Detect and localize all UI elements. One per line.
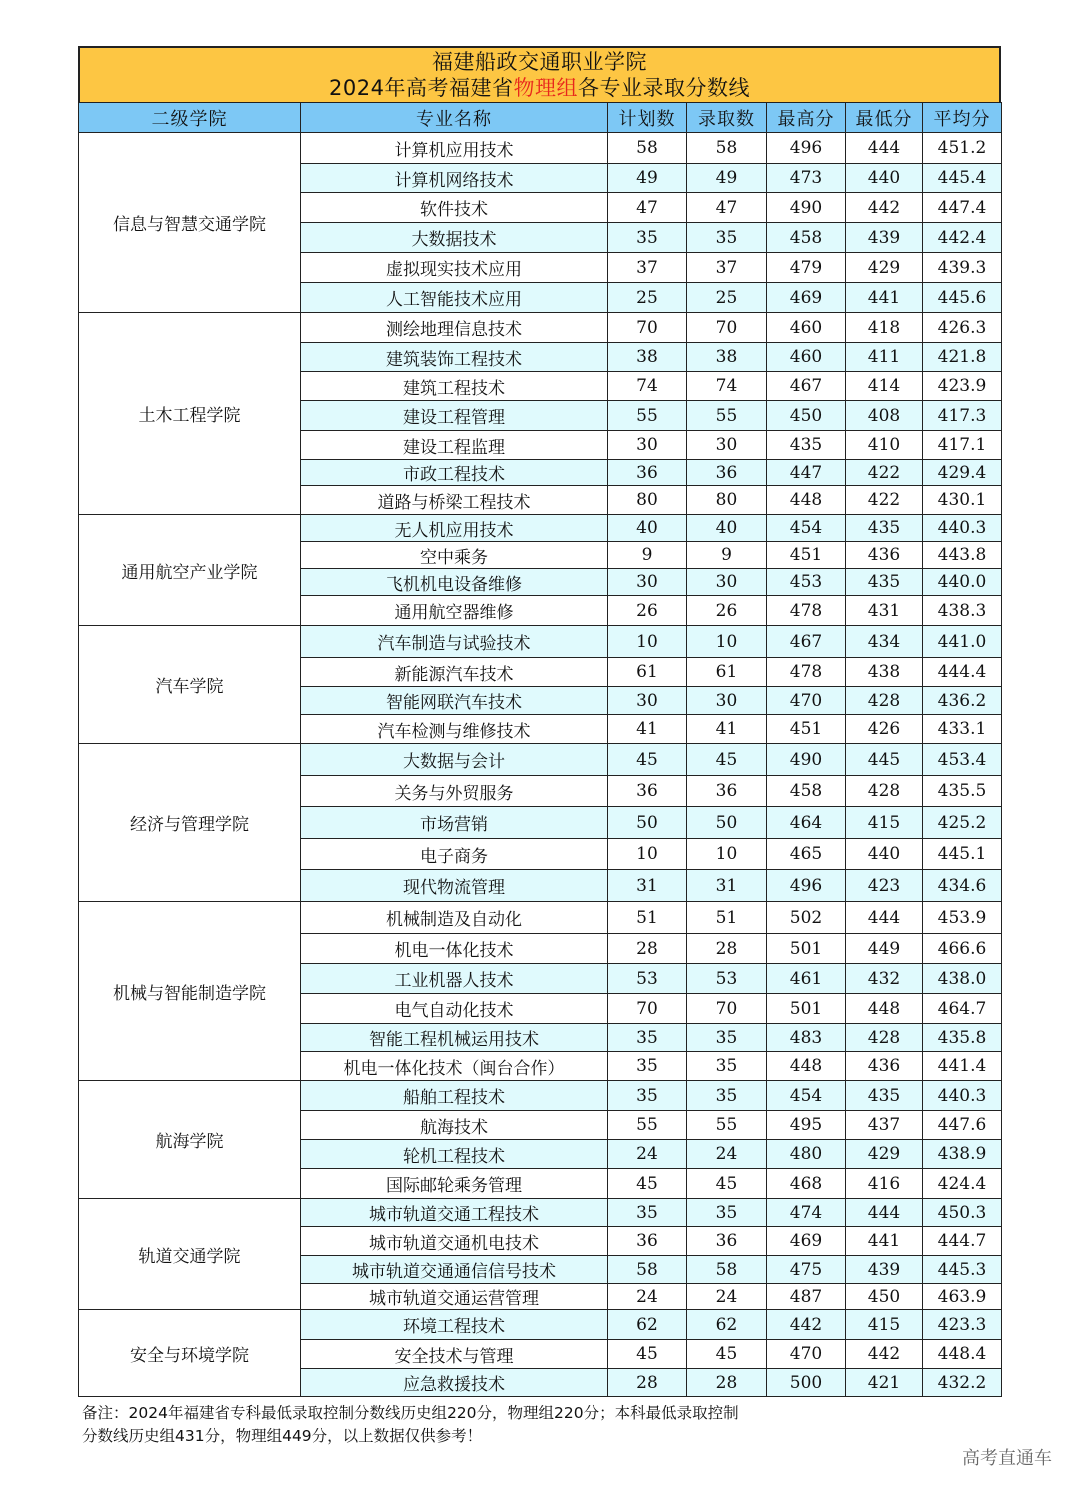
col-header-plan: 计划数 bbox=[608, 103, 687, 133]
admitted-cell: 58 bbox=[687, 133, 767, 164]
min-score-cell: 442 bbox=[846, 193, 923, 223]
avg-score-cell: 441.0 bbox=[923, 626, 1002, 658]
min-score-cell: 410 bbox=[846, 431, 923, 460]
admitted-cell: 47 bbox=[687, 193, 767, 223]
min-score-cell: 442 bbox=[846, 1340, 923, 1369]
major-cell: 建设工程管理 bbox=[301, 401, 608, 431]
avg-score-cell: 434.6 bbox=[923, 870, 1002, 902]
min-score-cell: 431 bbox=[846, 596, 923, 626]
avg-score-cell: 445.6 bbox=[923, 283, 1002, 313]
major-cell: 电子商务 bbox=[301, 839, 608, 870]
max-score-cell: 451 bbox=[767, 542, 846, 569]
admitted-cell: 28 bbox=[687, 1369, 767, 1397]
admitted-cell: 30 bbox=[687, 687, 767, 715]
max-score-cell: 453 bbox=[767, 569, 846, 596]
min-score-cell: 423 bbox=[846, 870, 923, 902]
institute-cell: 汽车学院 bbox=[79, 626, 301, 744]
min-score-cell: 445 bbox=[846, 744, 923, 776]
min-score-cell: 441 bbox=[846, 1227, 923, 1256]
plan-cell: 35 bbox=[608, 223, 687, 253]
major-cell: 航海技术 bbox=[301, 1111, 608, 1140]
plan-cell: 74 bbox=[608, 372, 687, 401]
avg-score-cell: 443.8 bbox=[923, 542, 1002, 569]
max-score-cell: 454 bbox=[767, 1081, 846, 1111]
min-score-cell: 435 bbox=[846, 515, 923, 542]
avg-score-cell: 433.1 bbox=[923, 715, 1002, 744]
max-score-cell: 447 bbox=[767, 460, 846, 486]
admitted-cell: 50 bbox=[687, 807, 767, 839]
footnote bbox=[82, 1402, 1002, 1448]
min-score-cell: 444 bbox=[846, 1199, 923, 1227]
min-score-cell: 448 bbox=[846, 994, 923, 1024]
max-score-cell: 469 bbox=[767, 283, 846, 313]
max-score-cell: 468 bbox=[767, 1169, 846, 1199]
major-cell: 电气自动化技术 bbox=[301, 994, 608, 1024]
max-score-cell: 501 bbox=[767, 994, 846, 1024]
avg-score-cell: 445.4 bbox=[923, 164, 1002, 193]
plan-cell: 55 bbox=[608, 1111, 687, 1140]
max-score-cell: 458 bbox=[767, 223, 846, 253]
plan-cell: 26 bbox=[608, 596, 687, 626]
plan-cell: 58 bbox=[608, 133, 687, 164]
institute-cell: 航海学院 bbox=[79, 1081, 301, 1199]
max-score-cell: 454 bbox=[767, 515, 846, 542]
avg-score-cell: 447.4 bbox=[923, 193, 1002, 223]
admitted-cell: 30 bbox=[687, 569, 767, 596]
min-score-cell: 438 bbox=[846, 658, 923, 687]
title-band bbox=[78, 46, 1001, 102]
max-score-cell: 467 bbox=[767, 626, 846, 658]
major-cell: 机电一体化技术 bbox=[301, 934, 608, 964]
plan-cell: 25 bbox=[608, 283, 687, 313]
plan-cell: 36 bbox=[608, 1227, 687, 1256]
avg-score-cell: 466.6 bbox=[923, 934, 1002, 964]
plan-cell: 55 bbox=[608, 401, 687, 431]
institute-cell: 信息与智慧交通学院 bbox=[79, 133, 301, 313]
major-cell: 建设工程监理 bbox=[301, 431, 608, 460]
min-score-cell: 415 bbox=[846, 807, 923, 839]
major-cell: 现代物流管理 bbox=[301, 870, 608, 902]
admitted-cell: 36 bbox=[687, 1227, 767, 1256]
major-cell: 智能网联汽车技术 bbox=[301, 687, 608, 715]
admitted-cell: 30 bbox=[687, 431, 767, 460]
max-score-cell: 487 bbox=[767, 1284, 846, 1310]
min-score-cell: 416 bbox=[846, 1169, 923, 1199]
major-cell: 轮机工程技术 bbox=[301, 1140, 608, 1169]
major-cell: 市政工程技术 bbox=[301, 460, 608, 486]
major-cell: 通用航空器维修 bbox=[301, 596, 608, 626]
min-score-cell: 414 bbox=[846, 372, 923, 401]
avg-score-cell: 423.3 bbox=[923, 1310, 1002, 1340]
min-score-cell: 429 bbox=[846, 1140, 923, 1169]
admitted-cell: 28 bbox=[687, 934, 767, 964]
min-score-cell: 439 bbox=[846, 223, 923, 253]
plan-cell: 30 bbox=[608, 569, 687, 596]
avg-score-cell: 444.7 bbox=[923, 1227, 1002, 1256]
admitted-cell: 35 bbox=[687, 1199, 767, 1227]
major-cell: 城市轨道交通运营管理 bbox=[301, 1284, 608, 1310]
admitted-cell: 26 bbox=[687, 596, 767, 626]
institute-cell: 土木工程学院 bbox=[79, 313, 301, 515]
min-score-cell: 439 bbox=[846, 1256, 923, 1284]
avg-score-cell: 440.3 bbox=[923, 515, 1002, 542]
admitted-cell: 35 bbox=[687, 1052, 767, 1081]
admitted-cell: 80 bbox=[687, 486, 767, 515]
admitted-cell: 38 bbox=[687, 343, 767, 372]
major-cell: 船舶工程技术 bbox=[301, 1081, 608, 1111]
plan-cell: 53 bbox=[608, 964, 687, 994]
avg-score-cell: 439.3 bbox=[923, 253, 1002, 283]
avg-score-cell: 463.9 bbox=[923, 1284, 1002, 1310]
title-prefix: 2024年高考福建省 bbox=[329, 76, 514, 100]
institute-cell: 机械与智能制造学院 bbox=[79, 902, 301, 1081]
avg-score-cell: 450.3 bbox=[923, 1199, 1002, 1227]
plan-cell: 51 bbox=[608, 902, 687, 934]
avg-score-cell: 447.6 bbox=[923, 1111, 1002, 1140]
admitted-cell: 35 bbox=[687, 1081, 767, 1111]
plan-cell: 50 bbox=[608, 807, 687, 839]
avg-score-cell: 438.3 bbox=[923, 596, 1002, 626]
plan-cell: 38 bbox=[608, 343, 687, 372]
major-cell: 虚拟现实技术应用 bbox=[301, 253, 608, 283]
table-row bbox=[79, 133, 1002, 164]
col-header-avg: 平均分 bbox=[923, 103, 1002, 133]
min-score-cell: 426 bbox=[846, 715, 923, 744]
max-score-cell: 502 bbox=[767, 902, 846, 934]
max-score-cell: 435 bbox=[767, 431, 846, 460]
max-score-cell: 465 bbox=[767, 839, 846, 870]
plan-cell: 37 bbox=[608, 253, 687, 283]
plan-cell: 41 bbox=[608, 715, 687, 744]
max-score-cell: 467 bbox=[767, 372, 846, 401]
table-title bbox=[80, 75, 999, 101]
admitted-cell: 25 bbox=[687, 283, 767, 313]
avg-score-cell: 430.1 bbox=[923, 486, 1002, 515]
avg-score-cell: 417.3 bbox=[923, 401, 1002, 431]
plan-cell: 24 bbox=[608, 1140, 687, 1169]
title-highlight-physics-group: 物理组 bbox=[513, 76, 578, 100]
admitted-cell: 53 bbox=[687, 964, 767, 994]
major-cell: 环境工程技术 bbox=[301, 1310, 608, 1340]
avg-score-cell: 438.0 bbox=[923, 964, 1002, 994]
admitted-cell: 45 bbox=[687, 1169, 767, 1199]
avg-score-cell: 445.1 bbox=[923, 839, 1002, 870]
score-table bbox=[78, 102, 1002, 1397]
avg-score-cell: 435.5 bbox=[923, 776, 1002, 807]
max-score-cell: 473 bbox=[767, 164, 846, 193]
major-cell: 测绘地理信息技术 bbox=[301, 313, 608, 343]
admitted-cell: 70 bbox=[687, 994, 767, 1024]
major-cell: 国际邮轮乘务管理 bbox=[301, 1169, 608, 1199]
min-score-cell: 434 bbox=[846, 626, 923, 658]
max-score-cell: 495 bbox=[767, 1111, 846, 1140]
admitted-cell: 49 bbox=[687, 164, 767, 193]
institute-cell: 通用航空产业学院 bbox=[79, 515, 301, 626]
avg-score-cell: 429.4 bbox=[923, 460, 1002, 486]
major-cell: 空中乘务 bbox=[301, 542, 608, 569]
admitted-cell: 24 bbox=[687, 1140, 767, 1169]
admitted-cell: 10 bbox=[687, 626, 767, 658]
admitted-cell: 61 bbox=[687, 658, 767, 687]
avg-score-cell: 453.9 bbox=[923, 902, 1002, 934]
max-score-cell: 448 bbox=[767, 1052, 846, 1081]
table-row bbox=[79, 626, 1002, 658]
admitted-cell: 31 bbox=[687, 870, 767, 902]
avg-score-cell: 451.2 bbox=[923, 133, 1002, 164]
avg-score-cell: 436.2 bbox=[923, 687, 1002, 715]
major-cell: 市场营销 bbox=[301, 807, 608, 839]
major-cell: 机电一体化技术（闽台合作） bbox=[301, 1052, 608, 1081]
max-score-cell: 451 bbox=[767, 715, 846, 744]
plan-cell: 10 bbox=[608, 839, 687, 870]
max-score-cell: 464 bbox=[767, 807, 846, 839]
institute-cell: 安全与环境学院 bbox=[79, 1310, 301, 1397]
table-row bbox=[79, 1081, 1002, 1111]
major-cell: 大数据与会计 bbox=[301, 744, 608, 776]
max-score-cell: 490 bbox=[767, 744, 846, 776]
avg-score-cell: 440.3 bbox=[923, 1081, 1002, 1111]
min-score-cell: 435 bbox=[846, 1081, 923, 1111]
plan-cell: 9 bbox=[608, 542, 687, 569]
plan-cell: 35 bbox=[608, 1024, 687, 1052]
min-score-cell: 428 bbox=[846, 687, 923, 715]
major-cell: 智能工程机械运用技术 bbox=[301, 1024, 608, 1052]
avg-score-cell: 425.2 bbox=[923, 807, 1002, 839]
avg-score-cell: 441.4 bbox=[923, 1052, 1002, 1081]
table-row bbox=[79, 515, 1002, 542]
table-row bbox=[79, 313, 1002, 343]
plan-cell: 70 bbox=[608, 313, 687, 343]
plan-cell: 61 bbox=[608, 658, 687, 687]
major-cell: 计算机应用技术 bbox=[301, 133, 608, 164]
avg-score-cell: 438.9 bbox=[923, 1140, 1002, 1169]
min-score-cell: 436 bbox=[846, 1052, 923, 1081]
avg-score-cell: 445.3 bbox=[923, 1256, 1002, 1284]
max-score-cell: 442 bbox=[767, 1310, 846, 1340]
avg-score-cell: 417.1 bbox=[923, 431, 1002, 460]
plan-cell: 35 bbox=[608, 1081, 687, 1111]
max-score-cell: 450 bbox=[767, 401, 846, 431]
plan-cell: 40 bbox=[608, 515, 687, 542]
max-score-cell: 470 bbox=[767, 1340, 846, 1369]
min-score-cell: 415 bbox=[846, 1310, 923, 1340]
major-cell: 计算机网络技术 bbox=[301, 164, 608, 193]
min-score-cell: 449 bbox=[846, 934, 923, 964]
major-cell: 城市轨道交通机电技术 bbox=[301, 1227, 608, 1256]
plan-cell: 10 bbox=[608, 626, 687, 658]
plan-cell: 35 bbox=[608, 1052, 687, 1081]
max-score-cell: 500 bbox=[767, 1369, 846, 1397]
max-score-cell: 483 bbox=[767, 1024, 846, 1052]
admitted-cell: 74 bbox=[687, 372, 767, 401]
admitted-cell: 37 bbox=[687, 253, 767, 283]
plan-cell: 24 bbox=[608, 1284, 687, 1310]
avg-score-cell: 440.0 bbox=[923, 569, 1002, 596]
min-score-cell: 450 bbox=[846, 1284, 923, 1310]
avg-score-cell: 442.4 bbox=[923, 223, 1002, 253]
major-cell: 安全技术与管理 bbox=[301, 1340, 608, 1369]
min-score-cell: 428 bbox=[846, 776, 923, 807]
major-cell: 建筑装饰工程技术 bbox=[301, 343, 608, 372]
min-score-cell: 441 bbox=[846, 283, 923, 313]
plan-cell: 80 bbox=[608, 486, 687, 515]
max-score-cell: 480 bbox=[767, 1140, 846, 1169]
major-cell: 飞机机电设备维修 bbox=[301, 569, 608, 596]
col-header-admitted: 录取数 bbox=[687, 103, 767, 133]
max-score-cell: 475 bbox=[767, 1256, 846, 1284]
max-score-cell: 470 bbox=[767, 687, 846, 715]
min-score-cell: 437 bbox=[846, 1111, 923, 1140]
major-cell: 工业机器人技术 bbox=[301, 964, 608, 994]
max-score-cell: 474 bbox=[767, 1199, 846, 1227]
major-cell: 城市轨道交通通信信号技术 bbox=[301, 1256, 608, 1284]
max-score-cell: 460 bbox=[767, 343, 846, 372]
max-score-cell: 490 bbox=[767, 193, 846, 223]
admitted-cell: 35 bbox=[687, 223, 767, 253]
admitted-cell: 55 bbox=[687, 401, 767, 431]
col-header-min: 最低分 bbox=[846, 103, 923, 133]
major-cell: 大数据技术 bbox=[301, 223, 608, 253]
max-score-cell: 478 bbox=[767, 596, 846, 626]
col-header-major: 专业名称 bbox=[301, 103, 608, 133]
plan-cell: 45 bbox=[608, 744, 687, 776]
admitted-cell: 45 bbox=[687, 1340, 767, 1369]
plan-cell: 58 bbox=[608, 1256, 687, 1284]
major-cell: 城市轨道交通工程技术 bbox=[301, 1199, 608, 1227]
min-score-cell: 436 bbox=[846, 542, 923, 569]
avg-score-cell: 464.7 bbox=[923, 994, 1002, 1024]
admitted-cell: 58 bbox=[687, 1256, 767, 1284]
max-score-cell: 478 bbox=[767, 658, 846, 687]
major-cell: 机械制造及自动化 bbox=[301, 902, 608, 934]
plan-cell: 30 bbox=[608, 687, 687, 715]
admission-score-sheet bbox=[78, 46, 1001, 1397]
major-cell: 汽车制造与试验技术 bbox=[301, 626, 608, 658]
major-cell: 软件技术 bbox=[301, 193, 608, 223]
footnote-line-2: 分数线历史组431分，物理组449分，以上数据仅供参考！ bbox=[82, 1427, 483, 1445]
admitted-cell: 51 bbox=[687, 902, 767, 934]
major-cell: 关务与外贸服务 bbox=[301, 776, 608, 807]
plan-cell: 28 bbox=[608, 1369, 687, 1397]
avg-score-cell: 426.3 bbox=[923, 313, 1002, 343]
min-score-cell: 422 bbox=[846, 460, 923, 486]
max-score-cell: 460 bbox=[767, 313, 846, 343]
admitted-cell: 62 bbox=[687, 1310, 767, 1340]
admitted-cell: 41 bbox=[687, 715, 767, 744]
max-score-cell: 479 bbox=[767, 253, 846, 283]
min-score-cell: 422 bbox=[846, 486, 923, 515]
admitted-cell: 36 bbox=[687, 776, 767, 807]
min-score-cell: 444 bbox=[846, 133, 923, 164]
plan-cell: 49 bbox=[608, 164, 687, 193]
major-cell: 无人机应用技术 bbox=[301, 515, 608, 542]
min-score-cell: 421 bbox=[846, 1369, 923, 1397]
table-row bbox=[79, 744, 1002, 776]
admitted-cell: 40 bbox=[687, 515, 767, 542]
min-score-cell: 435 bbox=[846, 569, 923, 596]
major-cell: 汽车检测与维修技术 bbox=[301, 715, 608, 744]
table-row bbox=[79, 1199, 1002, 1227]
min-score-cell: 418 bbox=[846, 313, 923, 343]
major-cell: 应急救援技术 bbox=[301, 1369, 608, 1397]
major-cell: 人工智能技术应用 bbox=[301, 283, 608, 313]
admitted-cell: 55 bbox=[687, 1111, 767, 1140]
min-score-cell: 429 bbox=[846, 253, 923, 283]
max-score-cell: 461 bbox=[767, 964, 846, 994]
min-score-cell: 408 bbox=[846, 401, 923, 431]
avg-score-cell: 423.9 bbox=[923, 372, 1002, 401]
table-body bbox=[79, 133, 1002, 1397]
plan-cell: 36 bbox=[608, 460, 687, 486]
school-name: 福建船政交通职业学院 bbox=[432, 50, 647, 74]
watermark: 高考直通车 bbox=[962, 1448, 1052, 1469]
min-score-cell: 411 bbox=[846, 343, 923, 372]
max-score-cell: 469 bbox=[767, 1227, 846, 1256]
min-score-cell: 440 bbox=[846, 839, 923, 870]
admitted-cell: 70 bbox=[687, 313, 767, 343]
major-cell: 新能源汽车技术 bbox=[301, 658, 608, 687]
max-score-cell: 496 bbox=[767, 133, 846, 164]
avg-score-cell: 432.2 bbox=[923, 1369, 1002, 1397]
col-header-max: 最高分 bbox=[767, 103, 846, 133]
table-row bbox=[79, 902, 1002, 934]
min-score-cell: 432 bbox=[846, 964, 923, 994]
avg-score-cell: 448.4 bbox=[923, 1340, 1002, 1369]
table-row bbox=[79, 1310, 1002, 1340]
plan-cell: 31 bbox=[608, 870, 687, 902]
institute-cell: 经济与管理学院 bbox=[79, 744, 301, 902]
avg-score-cell: 444.4 bbox=[923, 658, 1002, 687]
admitted-cell: 10 bbox=[687, 839, 767, 870]
plan-cell: 45 bbox=[608, 1169, 687, 1199]
plan-cell: 28 bbox=[608, 934, 687, 964]
plan-cell: 36 bbox=[608, 776, 687, 807]
min-score-cell: 428 bbox=[846, 1024, 923, 1052]
major-cell: 道路与桥梁工程技术 bbox=[301, 486, 608, 515]
plan-cell: 47 bbox=[608, 193, 687, 223]
footnote-line-1: 备注：2024年福建省专科最低录取控制分数线历史组220分，物理组220分；本科最低录取控制 bbox=[82, 1404, 739, 1422]
admitted-cell: 9 bbox=[687, 542, 767, 569]
admitted-cell: 35 bbox=[687, 1024, 767, 1052]
avg-score-cell: 435.8 bbox=[923, 1024, 1002, 1052]
title-suffix: 各专业录取分数线 bbox=[577, 76, 750, 100]
avg-score-cell: 453.4 bbox=[923, 744, 1002, 776]
admitted-cell: 36 bbox=[687, 460, 767, 486]
institute-cell: 轨道交通学院 bbox=[79, 1199, 301, 1310]
max-score-cell: 496 bbox=[767, 870, 846, 902]
admitted-cell: 24 bbox=[687, 1284, 767, 1310]
header-row bbox=[79, 103, 1002, 133]
max-score-cell: 458 bbox=[767, 776, 846, 807]
plan-cell: 35 bbox=[608, 1199, 687, 1227]
plan-cell: 30 bbox=[608, 431, 687, 460]
plan-cell: 45 bbox=[608, 1340, 687, 1369]
plan-cell: 70 bbox=[608, 994, 687, 1024]
major-cell: 建筑工程技术 bbox=[301, 372, 608, 401]
plan-cell: 62 bbox=[608, 1310, 687, 1340]
max-score-cell: 448 bbox=[767, 486, 846, 515]
avg-score-cell: 424.4 bbox=[923, 1169, 1002, 1199]
avg-score-cell: 421.8 bbox=[923, 343, 1002, 372]
max-score-cell: 501 bbox=[767, 934, 846, 964]
min-score-cell: 440 bbox=[846, 164, 923, 193]
col-header-institute: 二级学院 bbox=[79, 103, 301, 133]
min-score-cell: 444 bbox=[846, 902, 923, 934]
admitted-cell: 45 bbox=[687, 744, 767, 776]
